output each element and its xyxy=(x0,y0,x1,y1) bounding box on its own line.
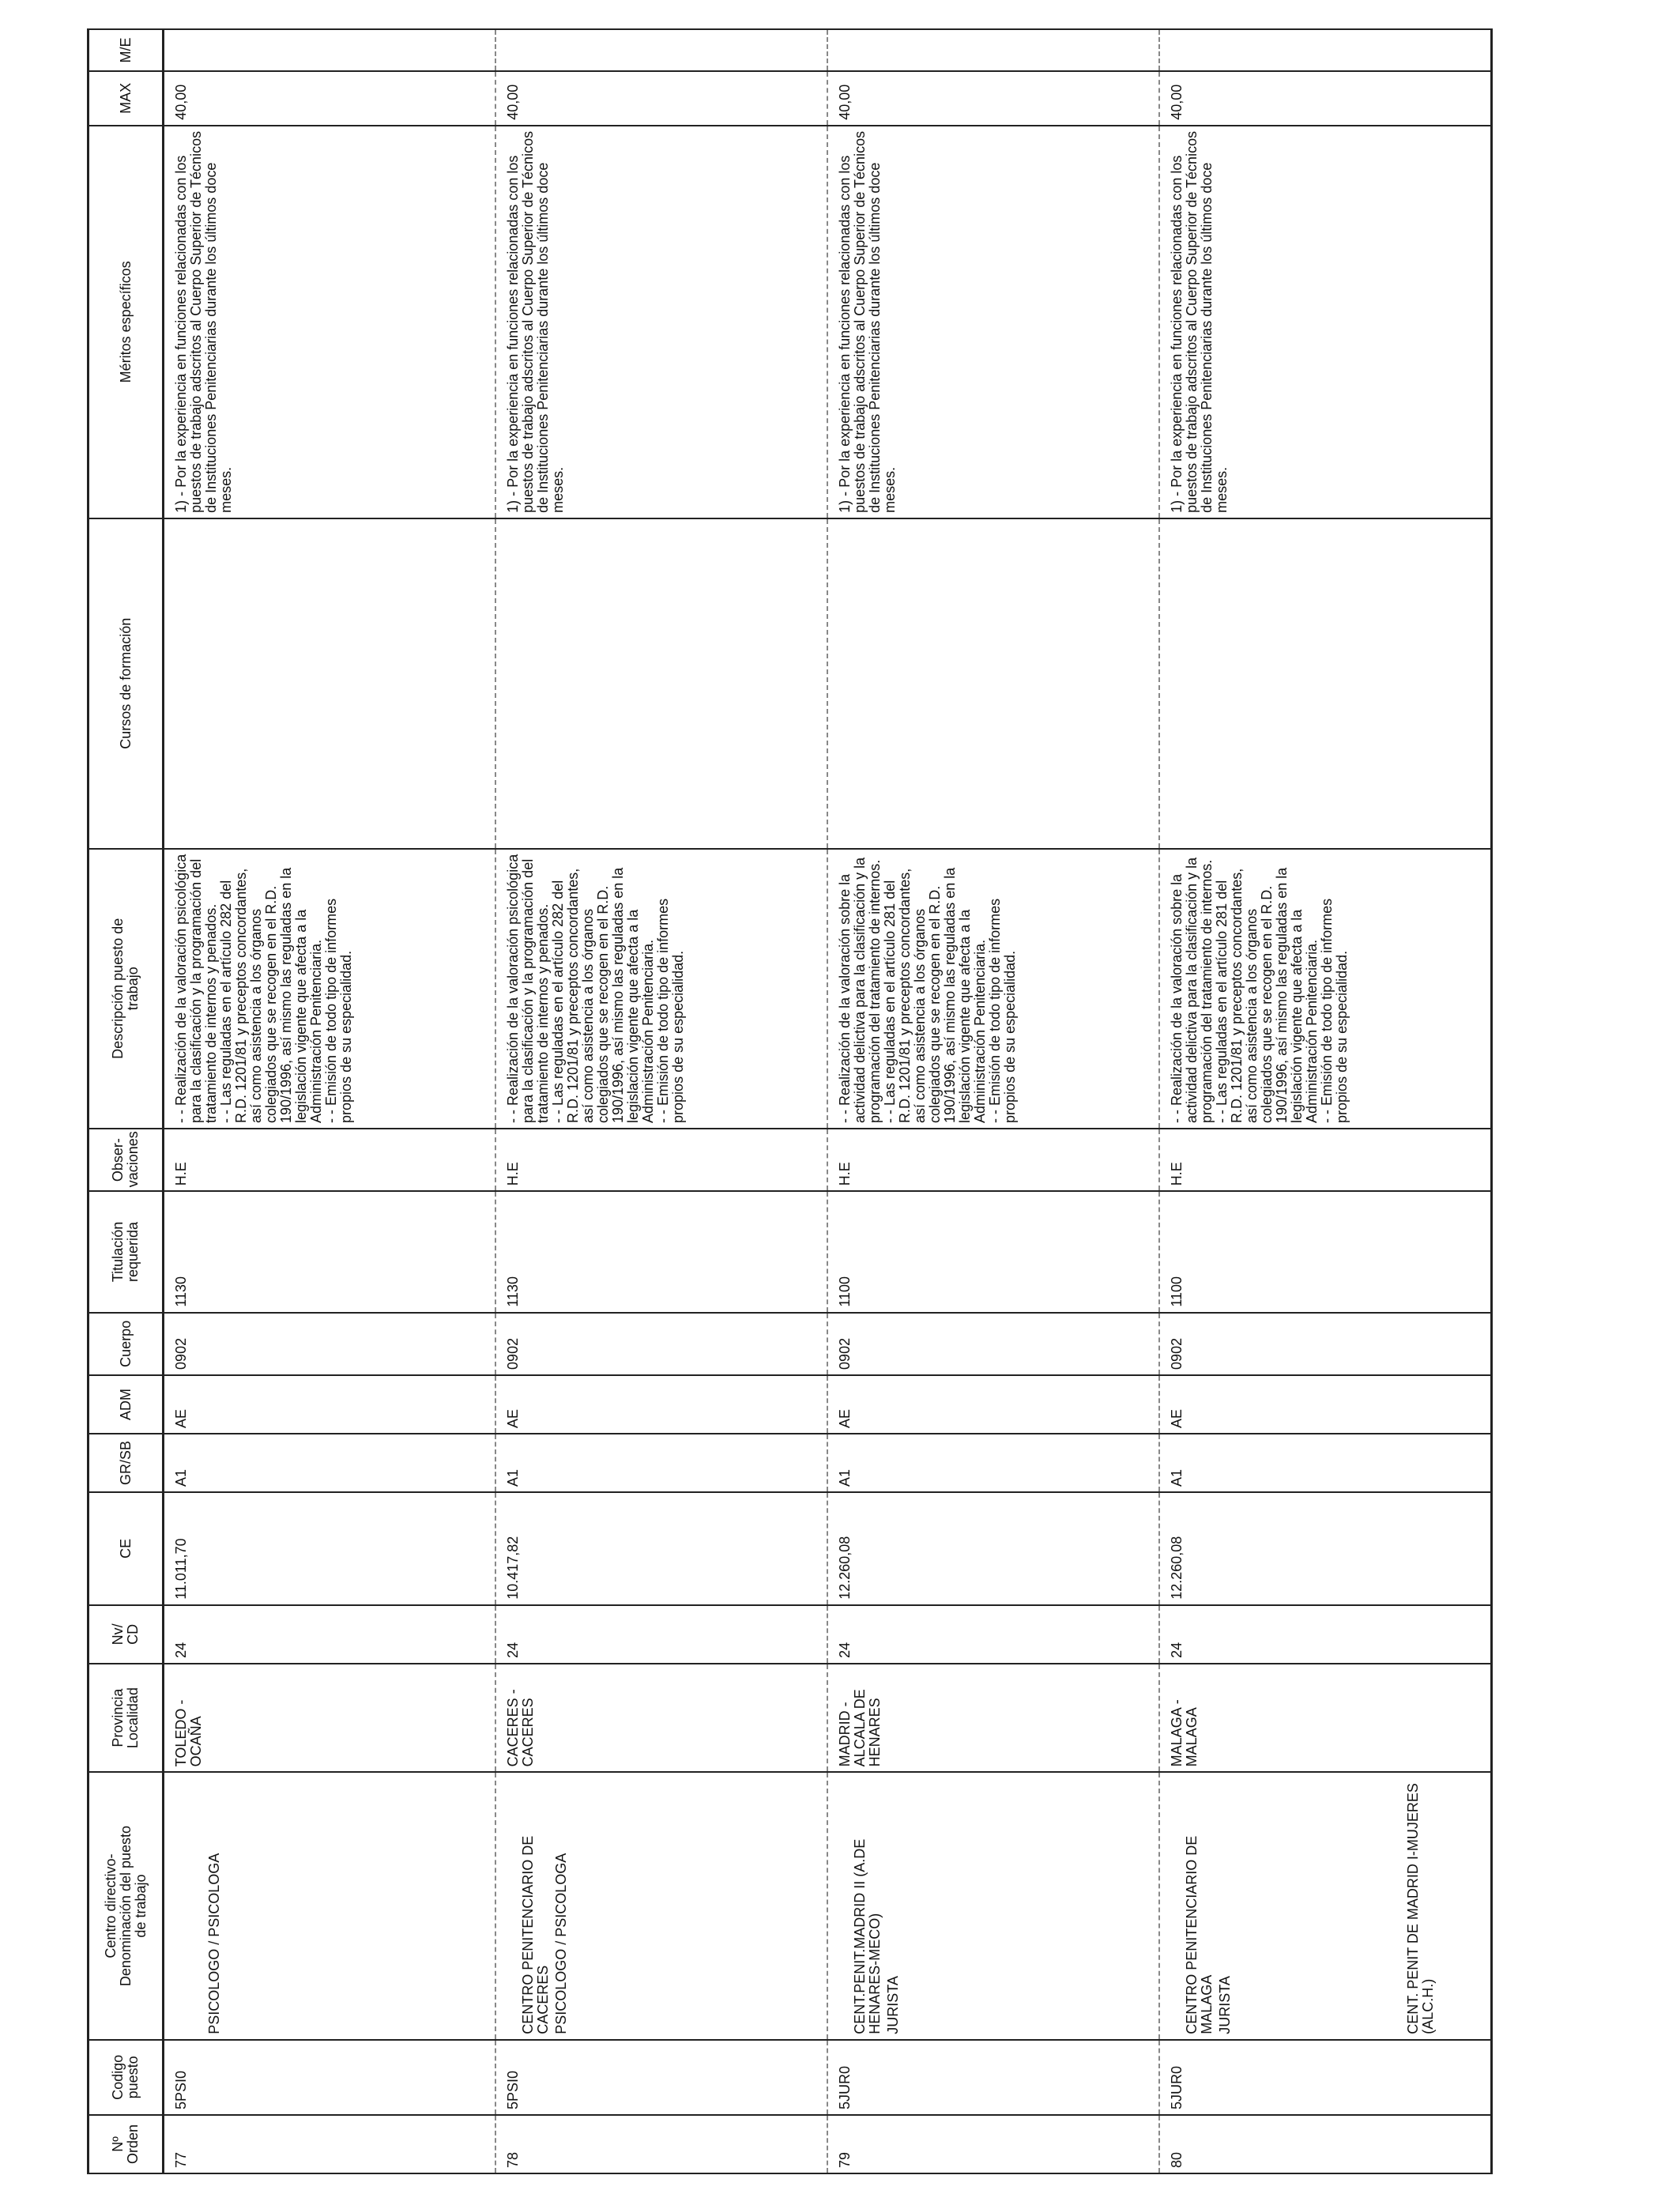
header-meritos: Méritos específicos xyxy=(89,126,164,518)
cell-me xyxy=(827,29,1159,71)
cell-observaciones: H.E xyxy=(164,1129,496,1191)
cell-max: 40,00 xyxy=(827,71,1159,126)
cell-max: 40,00 xyxy=(1159,71,1492,126)
cell-centro-prev: CENTRO PENITENCIARIO DE CACERES xyxy=(520,1835,551,2034)
cell-observaciones: H.E xyxy=(495,1129,827,1191)
header-ce: CE xyxy=(89,1492,164,1605)
cell-ce: 10.417,82 xyxy=(495,1492,827,1605)
cell-observaciones: H.E xyxy=(1159,1129,1492,1191)
cell-provincia: TOLEDO - OCAÑA xyxy=(164,1664,496,1773)
cell-cursos xyxy=(1159,518,1492,849)
cell-provincia: CACERES - CACERES xyxy=(495,1664,827,1773)
cell-grupo: A1 xyxy=(827,1434,1159,1492)
cell-puesto: PSICOLOGO / PSICOLOGA xyxy=(553,1853,569,2034)
cell-descripcion: - - Realización de la valoración sobre la actividad delictiva para la clasificación y la programación del tratamiento de internos. - - Las reguladas en el artículo 281 del R.D. 1201/81 y preceptos concordantes, así como asistencia a los órganos colegiados que se recogen en el R.D. 190/1996, así mismo las reguladas en la legislación vigente que afecta a la Administración Penitenciaria. - - Emisión de todo tipo de informes propios de su especialidad. xyxy=(1159,849,1492,1129)
cell-orden: 80 xyxy=(1159,2115,1492,2173)
cell-centro-prev: CENT.PENIT.MADRID II (A.DE HENARES-MECO) xyxy=(852,1838,883,2034)
cell-nivel: 24 xyxy=(827,1605,1159,1664)
cell-adm: AE xyxy=(495,1375,827,1434)
cell-meritos: 1) - Por la experiencia en funciones relacionadas con los puestos de trabajo adscritos al Cuerpo Superior de Técnicos de Instituciones Penitenciarias durante los últimos doce meses. xyxy=(1159,126,1492,518)
cell-orden: 78 xyxy=(495,2115,827,2173)
cell-descripcion: - - Realización de la valoración psicológica para la clasificación y la programación del tratamiento de internos y penados. - - Las reguladas en el artículo 282 del R.D. 1201/81 y preceptos concordantes, así como asistencia a los órganos colegiados que se recogen en el R.D. 190/1996, así mismo las reguladas en la legislación vigente que afecta a la Administración Penitenciaria. - - Emisión de todo tipo de informes propios de su especialidad. xyxy=(164,849,496,1129)
header-provincia: Provincia Localidad xyxy=(89,1664,164,1773)
cell-cuerpo: 0902 xyxy=(1159,1313,1492,1375)
cell-codigo: 5JUR0 xyxy=(1159,2040,1492,2115)
cell-titulacion: 1130 xyxy=(164,1191,496,1312)
header-observaciones: Obser- vaciones xyxy=(89,1129,164,1191)
cell-grupo: A1 xyxy=(164,1434,496,1492)
header-orden: Nº Orden xyxy=(89,2115,164,2173)
cell-max: 40,00 xyxy=(164,71,496,126)
cell-codigo: 5PSI0 xyxy=(495,2040,827,2115)
cell-centro-next: CENT. PENIT DE MADRID I-MUJERES (ALC.H.) xyxy=(1405,1783,1436,2034)
cell-cuerpo: 0902 xyxy=(827,1313,1159,1375)
job-positions-table xyxy=(87,28,1493,2174)
cell-cursos xyxy=(164,518,496,849)
table-row xyxy=(827,29,1159,2173)
table-row xyxy=(1159,29,1492,2173)
table-row xyxy=(495,29,827,2173)
cell-me xyxy=(495,29,827,71)
header-cuerpo: Cuerpo xyxy=(89,1313,164,1375)
header-max: MAX xyxy=(89,71,164,126)
cell-cursos xyxy=(827,518,1159,849)
cell-cuerpo: 0902 xyxy=(164,1313,496,1375)
cell-cursos xyxy=(495,518,827,849)
cell-centro xyxy=(827,1772,1159,2039)
cell-puesto: JURISTA xyxy=(885,1976,901,2034)
cell-puesto: JURISTA xyxy=(1217,1976,1233,2034)
cell-codigo: 5PSI0 xyxy=(164,2040,496,2115)
header-nivel: Nv/ CD xyxy=(89,1605,164,1664)
cell-centro xyxy=(495,1772,827,2039)
cell-observaciones: H.E xyxy=(827,1129,1159,1191)
cell-adm: AE xyxy=(827,1375,1159,1434)
cell-descripcion: - - Realización de la valoración psicológica para la clasificación y la programación del tratamiento de internos y penados. - - Las reguladas en el artículo 282 del R.D. 1201/81 y preceptos concordantes, así como asistencia a los órganos colegiados que se recogen en el R.D. 190/1996, así mismo las reguladas en la legislación vigente que afecta a la Administración Penitenciaria. - - Emisión de todo tipo de informes propios de su especialidad. xyxy=(495,849,827,1129)
cell-max: 40,00 xyxy=(495,71,827,126)
cell-me xyxy=(1159,29,1492,71)
table-header-row xyxy=(89,29,164,2173)
cell-codigo: 5JUR0 xyxy=(827,2040,1159,2115)
cell-grupo: A1 xyxy=(495,1434,827,1492)
cell-me xyxy=(164,29,496,71)
cell-titulacion: 1130 xyxy=(495,1191,827,1312)
cell-descripcion: - - Realización de la valoración sobre la actividad delictiva para la clasificación y la programación del tratamiento de internos. - - Las reguladas en el artículo 281 del R.D. 1201/81 y preceptos concordantes, así como asistencia a los órganos colegiados que se recogen en el R.D. 190/1996, así mismo las reguladas en la legislación vigente que afecta a la Administración Penitenciaria. - - Emisión de todo tipo de informes propios de su especialidad. xyxy=(827,849,1159,1129)
header-cursos: Cursos de formación xyxy=(89,518,164,849)
cell-provincia: MALAGA - MALAGA xyxy=(1159,1664,1492,1773)
cell-orden: 79 xyxy=(827,2115,1159,2173)
cell-titulacion: 1100 xyxy=(827,1191,1159,1312)
cell-cuerpo: 0902 xyxy=(495,1313,827,1375)
cell-grupo: A1 xyxy=(1159,1434,1492,1492)
cell-provincia: MADRID - ALCALA DE HENARES xyxy=(827,1664,1159,1773)
cell-nivel: 24 xyxy=(1159,1605,1492,1664)
header-descripcion: Descripción puesto de trabajo xyxy=(89,849,164,1129)
header-grupo: GR/SB xyxy=(89,1434,164,1492)
header-titulacion: Titulación requerida xyxy=(89,1191,164,1312)
cell-adm: AE xyxy=(164,1375,496,1434)
header-me: M/E xyxy=(89,29,164,71)
header-adm: ADM xyxy=(89,1375,164,1434)
cell-nivel: 24 xyxy=(164,1605,496,1664)
header-codigo: Codigo puesto xyxy=(89,2040,164,2115)
cell-meritos: 1) - Por la experiencia en funciones relacionadas con los puestos de trabajo adscritos al Cuerpo Superior de Técnicos de Instituciones Penitenciarias durante los últimos doce meses. xyxy=(495,126,827,518)
cell-ce: 12.260,08 xyxy=(1159,1492,1492,1605)
cell-meritos: 1) - Por la experiencia en funciones relacionadas con los puestos de trabajo adscritos al Cuerpo Superior de Técnicos de Instituciones Penitenciarias durante los últimos doce meses. xyxy=(164,126,496,518)
cell-ce: 12.260,08 xyxy=(827,1492,1159,1605)
header-centro: Centro directivo- Denominación del puesto de trabajo xyxy=(89,1772,164,2039)
cell-orden: 77 xyxy=(164,2115,496,2173)
cell-adm: AE xyxy=(1159,1375,1492,1434)
cell-titulacion: 1100 xyxy=(1159,1191,1492,1312)
cell-centro-prev: CENTRO PENITENCIARIO DE MALAGA xyxy=(1184,1835,1215,2034)
cell-centro xyxy=(1159,1772,1492,2039)
cell-ce: 11.011,70 xyxy=(164,1492,496,1605)
cell-meritos: 1) - Por la experiencia en funciones relacionadas con los puestos de trabajo adscritos al Cuerpo Superior de Técnicos de Instituciones Penitenciarias durante los últimos doce meses. xyxy=(827,126,1159,518)
cell-puesto: PSICOLOGO / PSICOLOGA xyxy=(206,1853,222,2034)
cell-centro xyxy=(164,1772,496,2039)
table-row xyxy=(164,29,496,2173)
cell-nivel: 24 xyxy=(495,1605,827,1664)
